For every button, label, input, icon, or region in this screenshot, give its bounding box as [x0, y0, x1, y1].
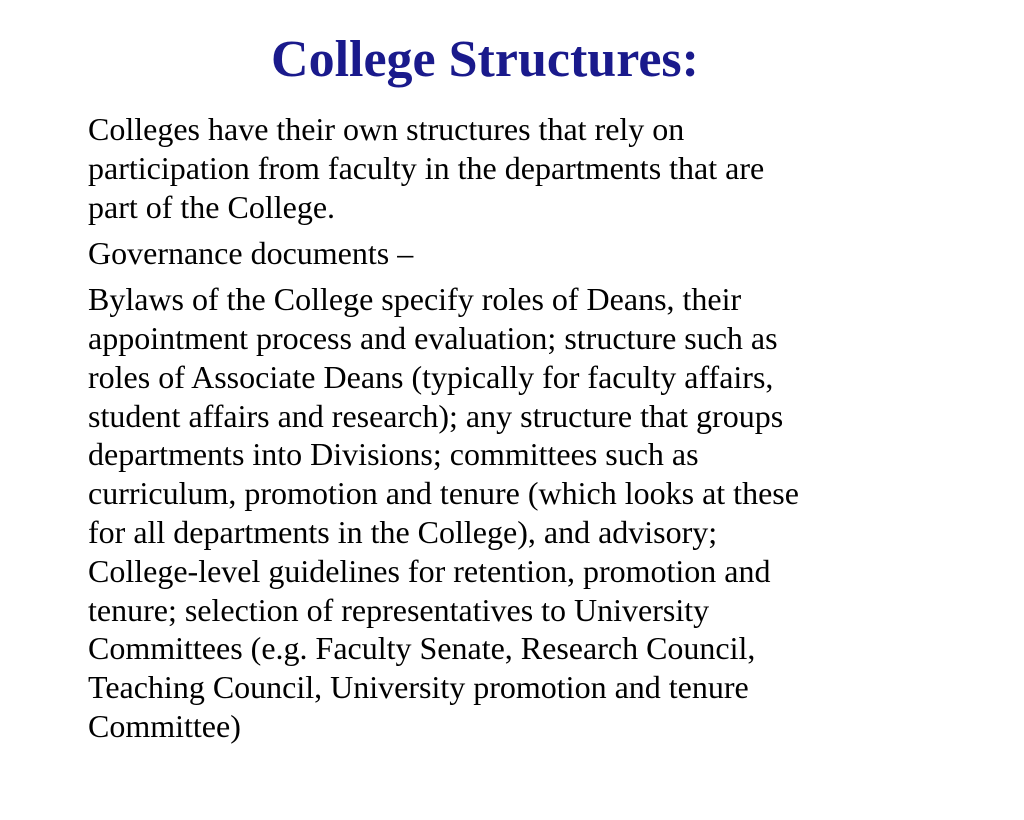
paragraph-governance-documents [88, 234, 938, 273]
text-line: appointment process and evaluation; structure such as [88, 319, 778, 356]
text-line: Teaching Council, University promotion and tenure [88, 669, 749, 706]
text-line: curriculum, promotion and tenure (which looks at these [88, 475, 799, 512]
text-line: departments into Divisions; committees such as [88, 436, 699, 473]
slide-title: College Structures: [271, 31, 699, 88]
text-line: tenure; selection of representatives to University [88, 591, 710, 628]
body-text [88, 110, 938, 753]
text-line: Committee) [88, 707, 241, 744]
text-line: Committees (e.g. Faculty Senate, Research Council, [88, 630, 756, 667]
paragraph-bylaws [88, 280, 938, 746]
text-line: student affairs and research); any structure that groups [88, 397, 784, 434]
text-line: participation from faculty in the departments that are [88, 149, 765, 186]
text-line: for all departments in the College), and advisory; [88, 513, 718, 550]
paragraph-college-structures [88, 110, 938, 226]
text-line: College-level guidelines for retention, promotion and [88, 552, 771, 589]
text-line: Colleges have their own structures that rely on [88, 111, 685, 147]
text-line: roles of Associate Deans (typically for faculty affairs, [88, 358, 774, 395]
text-line: part of the College. [88, 188, 336, 225]
text-line: Bylaws of the College specify roles of Deans, their [88, 281, 742, 318]
text-line: Governance documents – [88, 234, 414, 271]
